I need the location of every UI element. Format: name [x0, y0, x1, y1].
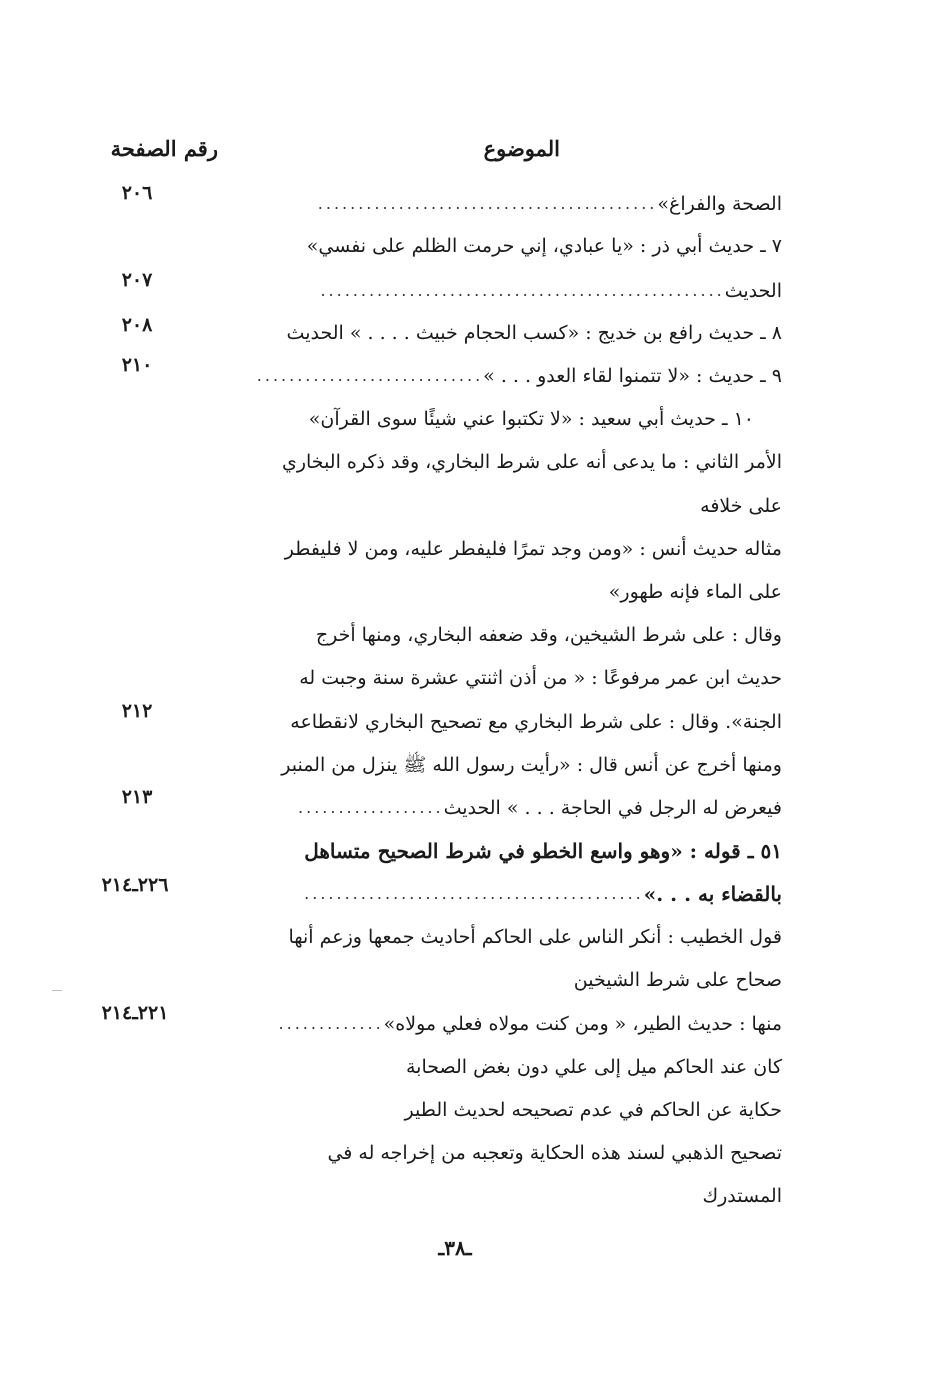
toc-line-section: ٥١ ـ قوله : «وهو واسع الخطو في شرط الصحيح متساهل: [304, 839, 782, 863]
toc-line: صحاح على شرط الشيخين: [573, 969, 782, 991]
toc-line: ومنها أخرج عن أنس قال : «رأيت رسول الله ﷺ ينزل من المنبر: [281, 754, 782, 776]
toc-line: قول الخطيب : أنكر الناس على الحاكم أحاديث جمعها وزعم أنها: [288, 926, 782, 948]
toc-line: على الماء فإنه طهور»: [608, 581, 782, 603]
leader-dots: ............................: [256, 366, 484, 385]
toc-line: فيعرض له الرجل في الحاجة . . . » الحديث..................: [242, 788, 782, 828]
leader-dots: .............: [278, 1014, 384, 1033]
page-number: ٢٠٦: [121, 182, 153, 204]
toc-line: على خلافه: [700, 495, 782, 517]
page-number: ٢١٠: [121, 354, 153, 376]
leader-dots: ..........................................: [317, 194, 658, 213]
toc-line: الحديث..................................................: [242, 271, 782, 311]
page-footer-number: ـ٣٨ـ: [438, 1236, 472, 1260]
toc-line: حديث ابن عمر مرفوعًا : « من أذن اثنتي عشرة سنة وجبت له: [299, 667, 782, 689]
toc-line: المستدرك: [702, 1185, 782, 1207]
page-number-range: ٢٢٦ـ٢١٤: [101, 874, 169, 896]
toc-line: حكاية عن الحاكم في عدم تصحيحه لحديث الطير: [404, 1099, 782, 1121]
toc-line: وقال : على شرط الشيخين، وقد ضعفه البخاري، ومنها أخرج: [315, 624, 782, 646]
toc-line: الصحة والفراغ»..........................................: [242, 184, 782, 224]
leader-dots: ..................: [298, 798, 444, 817]
page-number: ٢١٣: [121, 786, 153, 808]
page-number-column-header: رقم الصفحة: [110, 136, 218, 161]
page-number: ٢١٢: [121, 700, 153, 722]
toc-line: الأمر الثاني : ما يدعى أنه على شرط البخاري، وقد ذكره البخاري: [281, 451, 782, 473]
toc-line: تصحيح الذهبي لسند هذه الحكاية وتعجبه من إخراجه له في: [327, 1142, 782, 1164]
page-number: ٢٠٧: [121, 269, 153, 291]
leader-dots: ..................................................: [320, 281, 725, 300]
toc-line: الجنة». وقال : على شرط البخاري مع تصحيح البخاري لانقطاعه: [290, 711, 782, 733]
scan-speck: [52, 990, 62, 991]
subject-column-header: الموضوع: [483, 136, 560, 161]
toc-line: مثاله حديث أنس : «ومن وجد تمرًا فليفطر عليه، ومن لا فليفطر: [284, 538, 782, 560]
page-number: ٢٠٨: [121, 314, 153, 336]
toc-line-section: بالقضاء به . . .»..........................................: [242, 874, 782, 914]
toc-line: منها : حديث الطير، « ومن كنت مولاه فعلي مولاه».............: [242, 1004, 782, 1044]
leader-dots: ..........................................: [304, 884, 644, 903]
page-number-range: ٢٢١ـ٢١٤: [101, 1002, 169, 1024]
toc-line: ١٠ ـ حديث أبي سعيد : «لا تكتبوا عني شيئًا سوى القرآن»: [308, 408, 754, 430]
toc-line: ٨ ـ حديث رافع بن خديج : «كسب الحجام خبيث . . . . » الحديث: [286, 322, 782, 344]
toc-line: ٧ ـ حديث أبي ذر : «يا عبادي، إني حرمت الظلم على نفسي»: [306, 235, 782, 257]
toc-line: كان عند الحاكم ميل إلى علي دون بغض الصحابة: [405, 1056, 782, 1078]
toc-line: ٩ ـ حديث : «لا تتمنوا لقاء العدو . . . »............................: [242, 356, 782, 396]
